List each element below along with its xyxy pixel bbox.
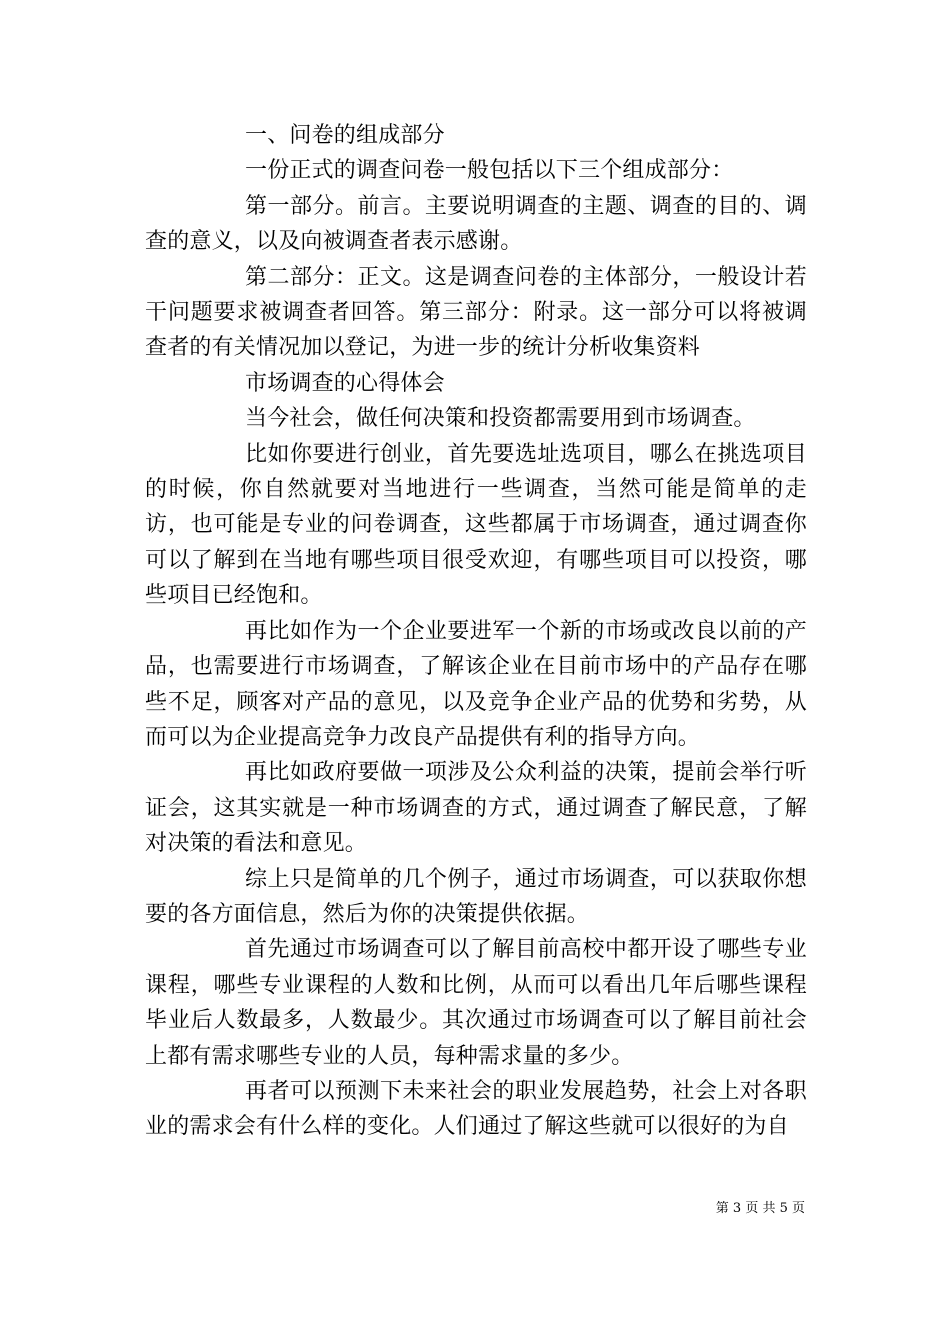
paragraph: 第二部分：正文。这是调查问卷的主体部分，一般设计若干问题要求被调查者回答。第三部分：附录。这一部分可以将被调查者的有关情况加以登记，为进一步的统计分析收集资料 <box>145 264 807 361</box>
paragraph: 第一部分。前言。主要说明调查的主题、调查的目的、调查的意义，以及向被调查者表示感谢。 <box>145 193 807 255</box>
paragraph: 综上只是简单的几个例子，通过市场调查，可以获取你想要的各方面信息，然后为你的决策提供依据。 <box>145 866 807 927</box>
paragraph: 再比如政府要做一项涉及公众利益的决策，提前会举行听证会，这其实就是一种市场调查的方式，通过调查了解民意，了解对决策的看法和意见。 <box>145 760 807 857</box>
paragraph: 比如你要进行创业，首先要选址选项目，哪么在挑选项目的时候，你自然就要对当地进行一些调查，当然可能是简单的走访，也可能是专业的问卷调查，这些都属于市场调查，通过调查你可以了解到在当地有哪些项目很受欢迎，有哪些项目可以投资，哪些项目已经饱和。 <box>145 441 807 609</box>
paragraph: 再比如作为一个企业要进军一个新的市场或改良以前的产品，也需要进行市场调查，了解该企业在目前市场中的产品存在哪些不足，顾客对产品的意见，以及竞争企业产品的优势和劣势，从而可以为企业提高竞争力改良产品提供有利的指导方向。 <box>145 618 807 750</box>
section-title: 市场调查的心得体会 <box>245 370 445 396</box>
body-text <box>145 118 807 1145</box>
paragraph: 再者可以预测下未来社会的职业发展趋势，社会上对各职业的需求会有什么样的变化。人们通过了解这些就可以很好的为自 <box>145 1078 807 1140</box>
paragraph: 首先通过市场调查可以了解目前高校中都开设了哪些专业课程，哪些专业课程的人数和比例，从而可以看出几年后哪些课程毕业后人数最多，人数最少。其次通过市场调查可以了解目前社会上都有需求哪些专业的人员，每种需求量的多少。 <box>145 937 807 1069</box>
section-heading: 一、问卷的组成部分 <box>245 123 445 148</box>
page-number: 第 3 页 共 5 页 <box>715 1201 805 1216</box>
paragraph: 一份正式的调查问卷一般包括以下三个组成部分： <box>245 158 734 184</box>
paragraph: 当今社会，做任何决策和投资都需要用到市场调查。 <box>245 406 756 432</box>
